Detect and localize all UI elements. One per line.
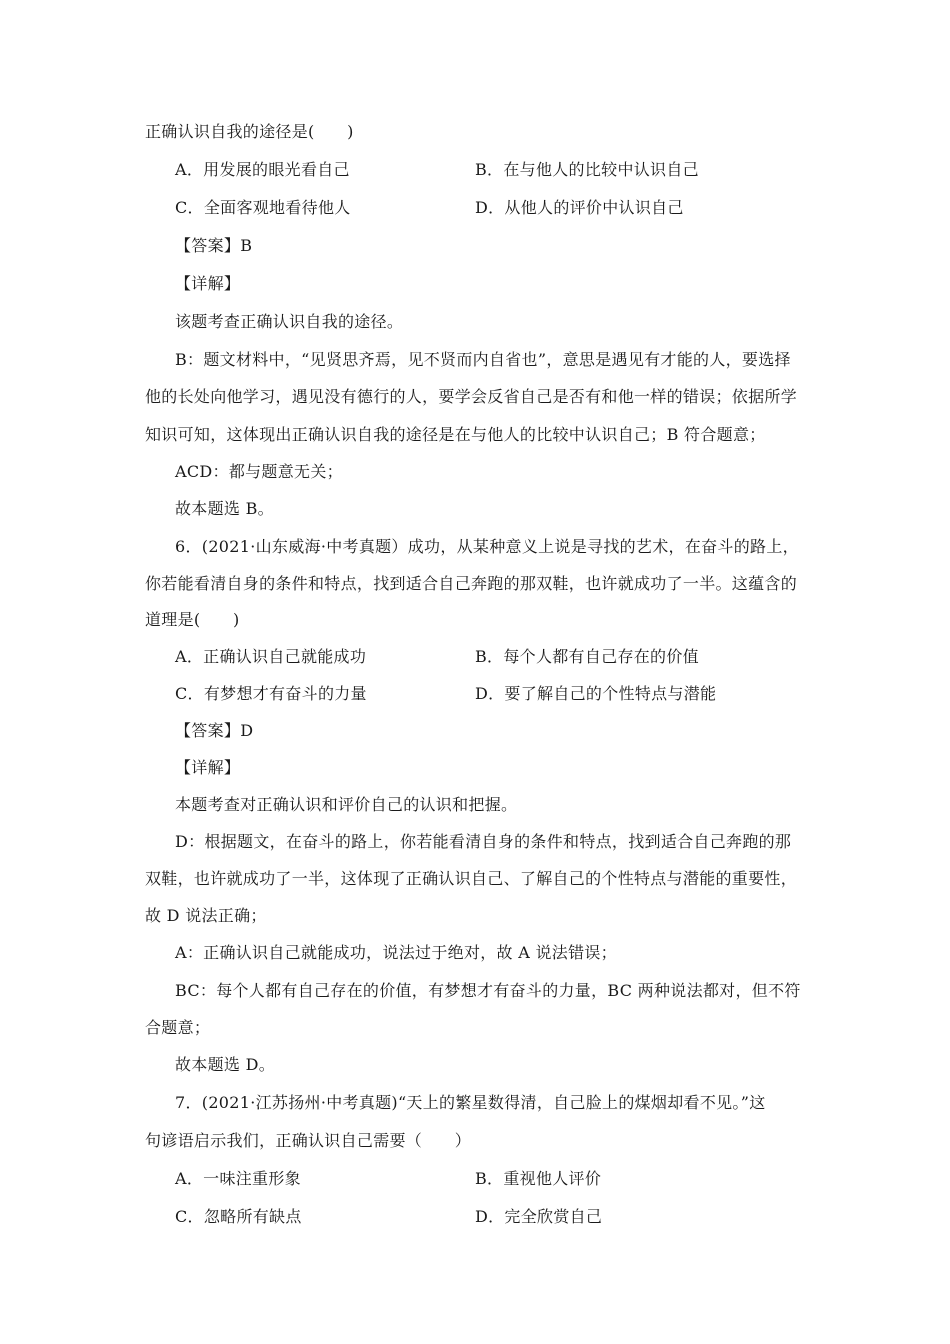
q5-option-c: C．全面客观地看待他人	[175, 198, 351, 217]
q6-detail-line: 合题意；	[145, 1018, 211, 1037]
q7-option-b: B．重视他人评价	[475, 1169, 602, 1188]
q5-option-d: D．从他人的评价中认识自己	[475, 198, 684, 217]
q6-detail-line: D：根据题文，在奋斗的路上，你若能看清自身的条件和特点，找到适合自己奔跑的那	[175, 832, 792, 851]
q5-stem: 正确认识自我的途径是( )	[145, 122, 354, 141]
q6-detail-line: 故本题选 D。	[175, 1055, 276, 1074]
q6-answer: 【答案】D	[175, 721, 254, 740]
q6-detail-line: 故 D 说法正确；	[145, 906, 267, 925]
q7-option-a: A．一味注重形象	[175, 1169, 301, 1188]
q6-stem-line: 道理是( )	[145, 610, 240, 629]
q5-detail-line: 故本题选 B。	[175, 499, 274, 518]
q7-stem-line: 句谚语启示我们，正确认识自己需要（ ）	[145, 1131, 472, 1150]
q6-stem-line: 你若能看清自身的条件和特点，找到适合自己奔跑的那双鞋，也许就成功了一半。这蕴含的	[145, 574, 798, 593]
q6-detail-line: A：正确认识自己就能成功，说法过于绝对，故 A 说法错误；	[175, 943, 617, 962]
q6-detail-line: BC：每个人都有自己存在的价值，有梦想才有奋斗的力量，BC 两种说法都对，但不符	[175, 981, 801, 1000]
q6-option-b: B．每个人都有自己存在的价值	[475, 647, 699, 666]
q5-option-a: A．用发展的眼光看自己	[175, 160, 350, 179]
q5-detail-line: B：题文材料中，“见贤思齐焉，见不贤而内自省也”，意思是遇见有才能的人，要选择	[175, 350, 791, 369]
q6-option-d: D．要了解自己的个性特点与潜能	[475, 684, 717, 703]
q5-detail-line: ACD：都与题意无关；	[175, 462, 343, 481]
q5-option-b: B．在与他人的比较中认识自己	[475, 160, 699, 179]
q6-stem-line: 6．(2021·山东威海·中考真题）成功，从某种意义上说是寻找的艺术，在奋斗的路上，	[175, 537, 799, 556]
q6-detail-label: 【详解】	[175, 758, 241, 777]
q6-detail-line: 本题考查对正确认识和评价自己的认识和把握。	[175, 795, 518, 814]
q6-option-a: A．正确认识自己就能成功	[175, 647, 367, 666]
q6-option-c: C．有梦想才有奋斗的力量	[175, 684, 367, 703]
q7-option-c: C．忽略所有缺点	[175, 1207, 302, 1226]
q7-stem-line: 7．(2021·江苏扬州·中考真题)“天上的繁星数得清，自己脸上的煤烟却看不见。”这	[175, 1093, 766, 1112]
q5-detail-label: 【详解】	[175, 274, 241, 293]
q5-detail-line: 该题考查正确认识自我的途径。	[175, 312, 404, 331]
q5-detail-line: 他的长处向他学习，遇见没有德行的人，要学会反省自己是否有和他一样的错误；依据所学	[145, 387, 798, 406]
q5-answer: 【答案】B	[175, 236, 253, 255]
q5-detail-line: 知识可知，这体现出正确认识自我的途径是在与他人的比较中认识自己；B 符合题意；	[145, 425, 766, 444]
q7-option-d: D．完全欣赏自己	[475, 1207, 603, 1226]
q6-detail-line: 双鞋，也许就成功了一半，这体现了正确认识自己、了解自己的个性特点与潜能的重要性，	[145, 869, 798, 888]
